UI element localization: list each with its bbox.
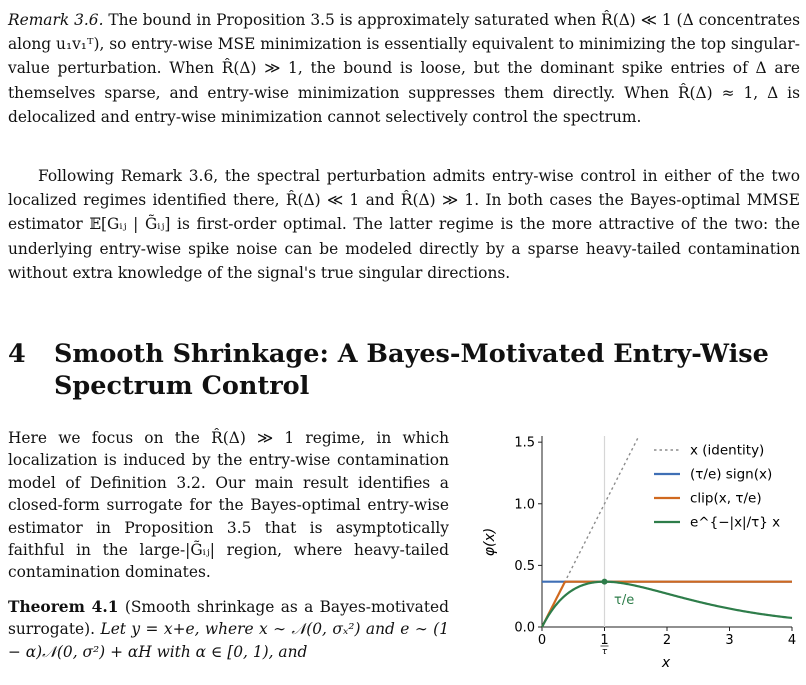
theorem-label: Theorem 4.1 <box>8 597 119 616</box>
tau-peak-point <box>602 579 608 585</box>
y-tick-label: 1.0 <box>514 497 535 513</box>
y-tick-label: 0.5 <box>514 558 535 574</box>
intro-paragraph: Here we focus on the R̂(Δ) ≫ 1 regime, in which localization is induced by the entry-wise contamination model of Definition 3.2. Our main result identifies a closed-form surrogate for the Bayes-optimal entry-wise estimator in Proposition 3.5 that is asymptotically faithful in the large-|G̃ᵢⱼ| region, where heavy-tailed contamination dominates. <box>8 429 449 582</box>
legend-label: (τ/e) sign(x) <box>690 466 773 483</box>
theorem-body: Let y = x+e, where x ∼ 𝒩(0, σₓ²) and e ∼ (1 − α)𝒩(0, σ²) + αH with α ∈ [0, 1), and <box>8 620 449 661</box>
x-axis-label: x <box>661 655 671 671</box>
legend-label: e^{−|x|/τ} x <box>690 514 781 531</box>
theorem-title: (Smooth shrinkage as a Bayes-motivated surrogate). <box>8 597 449 639</box>
section-title-line2: Spectrum Control <box>54 371 310 401</box>
tau-over-e-annotation: τ/e <box>614 593 635 608</box>
shrinkage-figure <box>474 430 804 680</box>
series-line-clip <box>542 582 792 627</box>
series-line-smooth <box>542 582 792 627</box>
section-heading <box>8 338 800 402</box>
theorem-4-1 <box>8 596 449 663</box>
x-tick-label: 1 <box>600 633 609 648</box>
left-column <box>8 427 449 663</box>
y-tick-label: 0.0 <box>514 620 535 636</box>
x-tick-label: 4 <box>787 633 797 648</box>
following-paragraph-text: Following Remark 3.6, the spectral perturbation admits entry-wise control in either of the two localized regimes identified there, R̂(Δ) ≪ 1 and R̂(Δ) ≫ 1. In both cases the Bayes-optimal MMSE estimator 𝔼[Gᵢⱼ | G̃ᵢⱼ] is first-order optimal. The latter regime is the more attractive of the two: the underlying entry-wise spike noise can be modeled directly by a sparse heavy-tailed contamination without extra knowledge of the signal's true singular directions. <box>8 167 800 282</box>
x-tick-label: 3 <box>725 633 734 648</box>
chart-legend <box>654 443 780 531</box>
x-tick-sublabel: τ <box>601 647 608 657</box>
shrinkage-chart <box>474 430 804 680</box>
legend-label: x (identity) <box>690 442 765 459</box>
section-number: 4 <box>8 339 26 369</box>
series-layer <box>542 436 792 627</box>
legend-label: clip(x, τ/e) <box>690 490 762 507</box>
section-title-line1: Smooth Shrinkage: A Bayes-Motivated Entry-Wise <box>54 339 769 369</box>
x-tick-label: 2 <box>662 633 672 648</box>
following-paragraph <box>8 164 800 285</box>
remark-heading: Remark 3.6. <box>8 11 104 29</box>
x-tick-label: 0 <box>537 633 547 648</box>
y-axis-label: φ(x) <box>482 527 498 557</box>
paper-page <box>8 0 800 685</box>
remark-body: The bound in Proposition 3.5 is approximately saturated when R̂(Δ) ≪ 1 (Δ concentrates along u₁v₁ᵀ), so entry-wise MSE minimization is essentially equivalent to minimizing the top singular-value perturbation. When R̂(Δ) ≫ 1, the bound is loose, but the dominant spike entries of Δ are themselves sparse, and entry-wise minimization suppresses them directly. When R̂(Δ) ≈ 1, Δ is delocalized and entry-wise minimization cannot selectively control the spectrum. <box>8 11 800 126</box>
remark-3-6 <box>8 8 800 129</box>
y-tick-label: 1.5 <box>514 435 535 451</box>
